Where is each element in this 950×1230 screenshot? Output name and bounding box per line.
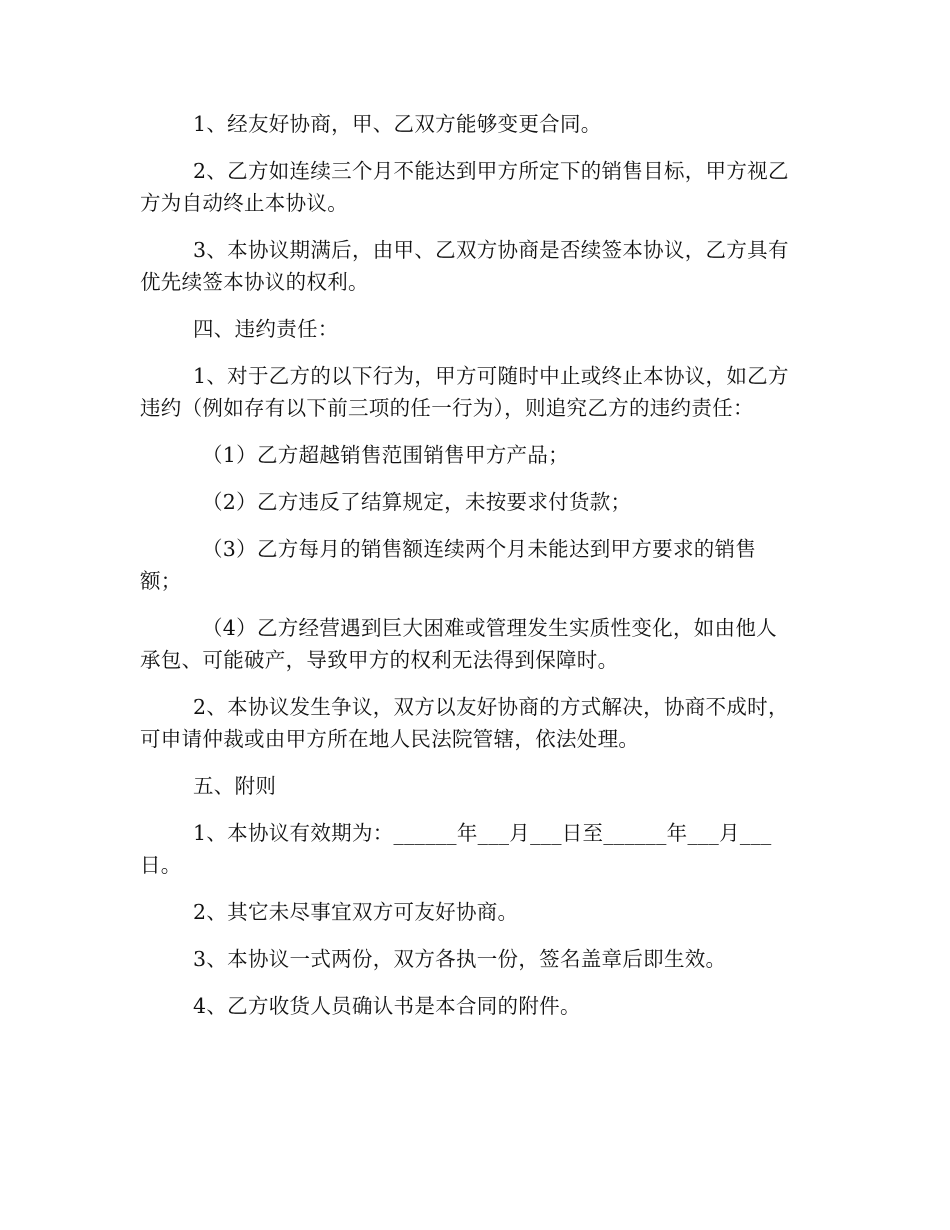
clause-validity-period: 1、本协议有效期为：______年___月___日至______年___月___日。 — [140, 821, 772, 877]
breach-item-3: （3）乙方每月的销售额连续两个月未能达到甲方要求的销售额； — [140, 537, 757, 593]
clause-sales-target-termination: 2、乙方如连续三个月不能达到甲方所定下的销售目标，甲方视乙方为自动终止本协议。 — [140, 159, 789, 215]
breach-item-4: （4）乙方经营遇到巨大困难或管理发生实质性变化，如由他人承包、可能破产，导致甲方的权利无法得到保障时。 — [140, 616, 777, 672]
clause-dispute-resolution: 2、本协议发生争议，双方以友好协商的方式解决，协商不成时，可申请仲裁或由甲方所在地人民法院管辖，依法处理。 — [140, 695, 789, 751]
section-heading-appendix: 五、附则 — [193, 774, 277, 798]
breach-item-2: （2）乙方违反了结算规定，未按要求付货款； — [202, 490, 632, 514]
clause-breach-actions: 1、对于乙方的以下行为，甲方可随时中止或终止本协议，如乙方违约（例如存有以下前三项的任一行为），则追究乙方的违约责任： — [140, 364, 789, 420]
clause-change-contract: 1、经友好协商，甲、乙双方能够变更合同。 — [193, 112, 602, 136]
document-body — [140, 108, 796, 1022]
section-heading-breach-liability: 四、违约责任： — [193, 317, 339, 341]
breach-item-1: （1）乙方超越销售范围销售甲方产品； — [202, 443, 569, 467]
clause-other-matters: 2、其它未尽事宜双方可友好协商。 — [193, 900, 519, 924]
clause-attachment: 4、乙方收货人员确认书是本合同的附件。 — [193, 994, 581, 1018]
clause-renewal-priority: 3、本协议期满后，由甲、乙双方协商是否续签本协议，乙方具有优先续签本协议的权利。 — [140, 238, 789, 294]
clause-copies-effect: 3、本协议一式两份，双方各执一份，签名盖章后即生效。 — [193, 947, 727, 971]
